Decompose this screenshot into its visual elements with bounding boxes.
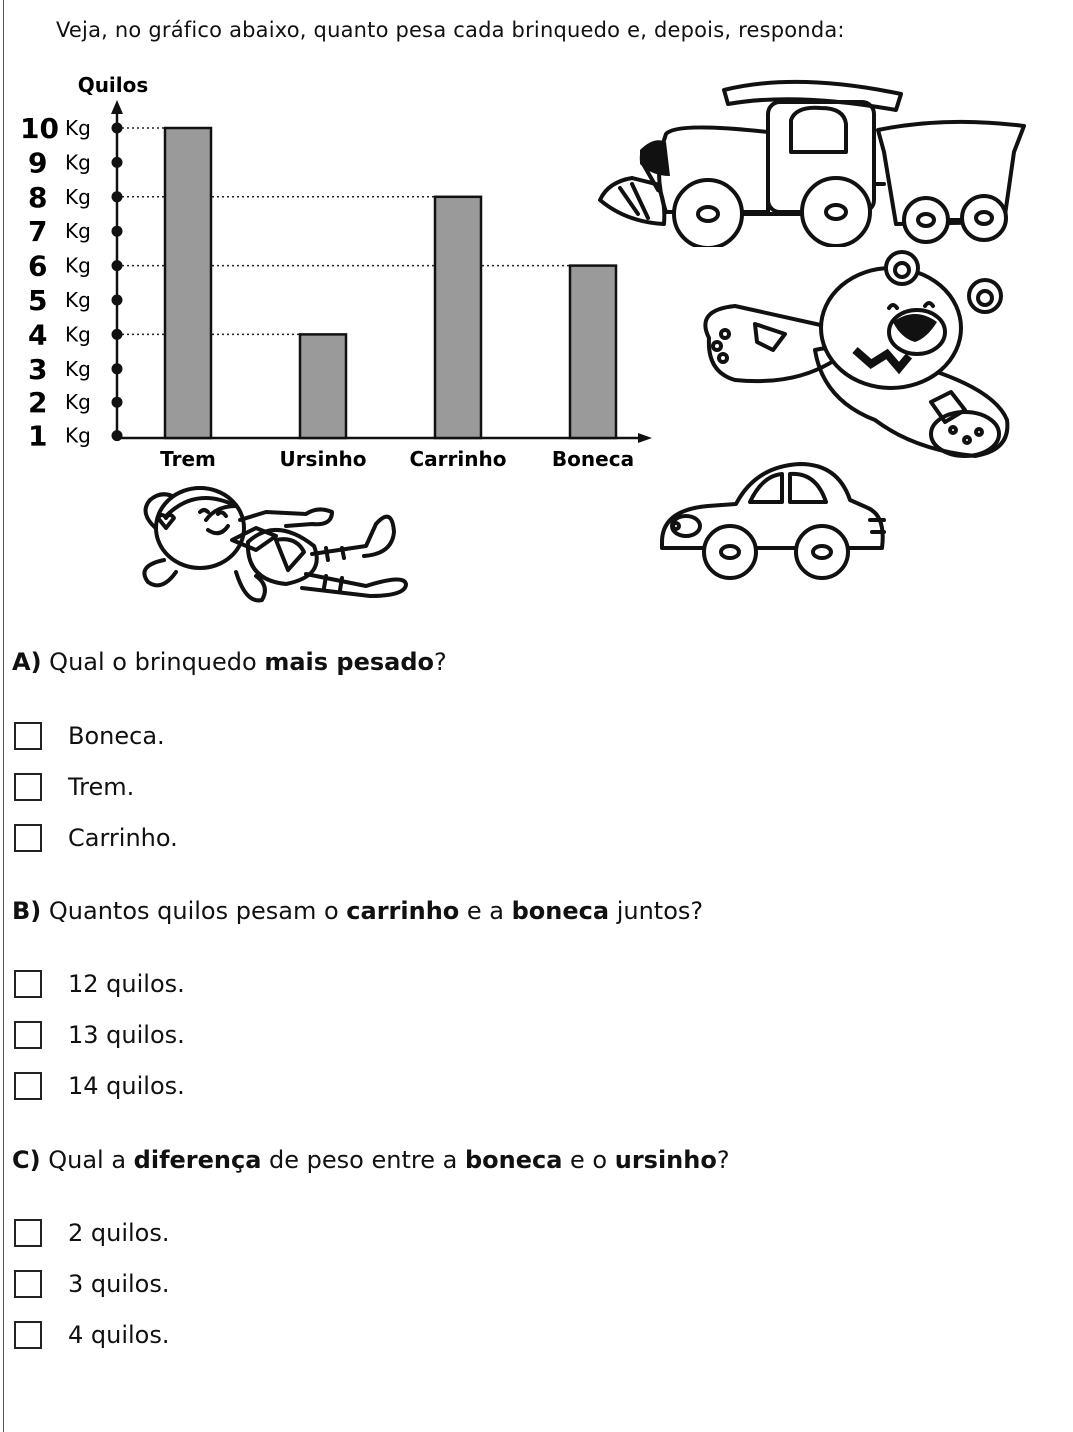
bar	[570, 266, 616, 438]
y-tick-number: 10	[20, 112, 59, 145]
option-label: 3 quilos.	[68, 1270, 170, 1298]
question-text: de peso entre a	[261, 1146, 465, 1174]
y-tick-dot	[112, 363, 123, 374]
answer-checkbox[interactable]	[14, 824, 42, 852]
question-keyword: ursinho	[614, 1146, 717, 1174]
y-tick-unit: Kg	[65, 116, 91, 140]
question-keyword: mais pesado	[264, 648, 435, 676]
question-b	[12, 897, 703, 925]
answer-checkbox[interactable]	[14, 1021, 42, 1049]
y-tick-number: 3	[28, 352, 48, 386]
toy-car-icon	[658, 460, 890, 580]
answer-checkbox[interactable]	[14, 970, 42, 998]
question-a	[12, 648, 447, 676]
bar	[165, 128, 211, 438]
x-tick-label: Boneca	[551, 447, 635, 471]
answer-checkbox[interactable]	[14, 722, 42, 750]
option-c-2[interactable]	[14, 1268, 170, 1300]
question-text: e o	[562, 1146, 615, 1174]
train-icon	[596, 72, 1036, 247]
y-tick-dot	[112, 157, 123, 168]
option-label: Trem.	[68, 773, 135, 801]
weight-bar-chart	[0, 70, 660, 480]
y-tick-unit: Kg	[65, 219, 91, 244]
x-tick-label: Carrinho	[409, 447, 507, 471]
question-text: Qual o brinquedo	[41, 648, 265, 676]
y-tick-dot	[112, 329, 123, 340]
doll-icon	[136, 476, 411, 616]
y-tick-dot	[112, 430, 123, 441]
y-tick-number: 5	[28, 284, 48, 317]
y-tick-dot	[112, 260, 123, 271]
bar	[300, 334, 346, 438]
answer-checkbox[interactable]	[14, 1072, 42, 1100]
option-a-2[interactable]	[14, 771, 134, 803]
y-tick-dot	[112, 123, 123, 134]
x-tick-label: Trem	[160, 447, 216, 471]
question-text: Quantos quilos pesam o	[41, 897, 347, 925]
y-tick-unit: Kg	[65, 184, 91, 209]
y-tick-number: 7	[28, 215, 48, 249]
option-label: 4 quilos.	[68, 1321, 170, 1349]
bar	[435, 197, 481, 438]
answer-checkbox[interactable]	[14, 1270, 42, 1298]
teddy-bear-icon	[695, 250, 1015, 465]
y-tick-unit: Kg	[65, 356, 91, 381]
question-keyword: boneca	[511, 897, 610, 925]
instructions-text: Veja, no gráfico abaixo, quanto pesa cada brinquedo e, depois, responda:	[56, 18, 845, 42]
option-c-3[interactable]	[14, 1319, 170, 1351]
question-text: ?	[434, 648, 447, 676]
option-a-3[interactable]	[14, 822, 178, 854]
y-tick-dot	[112, 226, 123, 237]
y-axis-arrow	[111, 100, 123, 114]
question-text: juntos?	[609, 897, 704, 925]
x-tick-label: Ursinho	[279, 447, 367, 471]
option-label: Carrinho.	[68, 824, 178, 852]
option-b-1[interactable]	[14, 968, 185, 1000]
y-tick-unit: Kg	[65, 423, 91, 448]
option-c-1[interactable]	[14, 1217, 170, 1249]
y-tick-dot	[112, 191, 123, 202]
y-tick-unit: Kg	[65, 150, 91, 175]
question-letter: A)	[12, 648, 42, 676]
y-tick-number: 9	[28, 146, 48, 180]
question-letter: B)	[12, 897, 42, 925]
answer-checkbox[interactable]	[14, 773, 42, 801]
y-tick-number: 2	[28, 386, 48, 420]
question-letter: C)	[12, 1146, 41, 1174]
option-label: 2 quilos.	[68, 1219, 170, 1247]
answer-checkbox[interactable]	[14, 1321, 42, 1349]
y-axis-title: Quilos	[77, 73, 149, 97]
option-label: 12 quilos.	[68, 970, 185, 998]
y-tick-unit: Kg	[65, 288, 91, 312]
y-tick-number: 4	[28, 318, 48, 352]
option-b-3[interactable]	[14, 1070, 185, 1102]
question-text: ?	[716, 1146, 730, 1174]
y-tick-unit: Kg	[65, 322, 91, 347]
question-keyword: carrinho	[346, 897, 460, 925]
option-a-1[interactable]	[14, 720, 165, 752]
y-tick-unit: Kg	[65, 253, 91, 278]
question-text: e a	[459, 897, 512, 925]
option-b-2[interactable]	[14, 1019, 185, 1051]
answer-checkbox[interactable]	[14, 1219, 42, 1247]
y-tick-number: 8	[28, 180, 48, 214]
y-tick-number: 6	[28, 249, 48, 283]
question-keyword: diferença	[133, 1146, 262, 1174]
option-label: 14 quilos.	[68, 1072, 185, 1100]
y-tick-dot	[112, 295, 123, 306]
x-axis-arrow	[638, 433, 652, 443]
y-tick-number: 1	[28, 419, 48, 453]
y-tick-dot	[112, 397, 123, 408]
y-tick-unit: Kg	[65, 390, 91, 415]
question-c	[12, 1146, 730, 1174]
option-label: 13 quilos.	[68, 1021, 185, 1049]
question-keyword: boneca	[464, 1146, 563, 1174]
option-label: Boneca.	[68, 722, 165, 750]
question-text: Qual a	[40, 1146, 134, 1174]
